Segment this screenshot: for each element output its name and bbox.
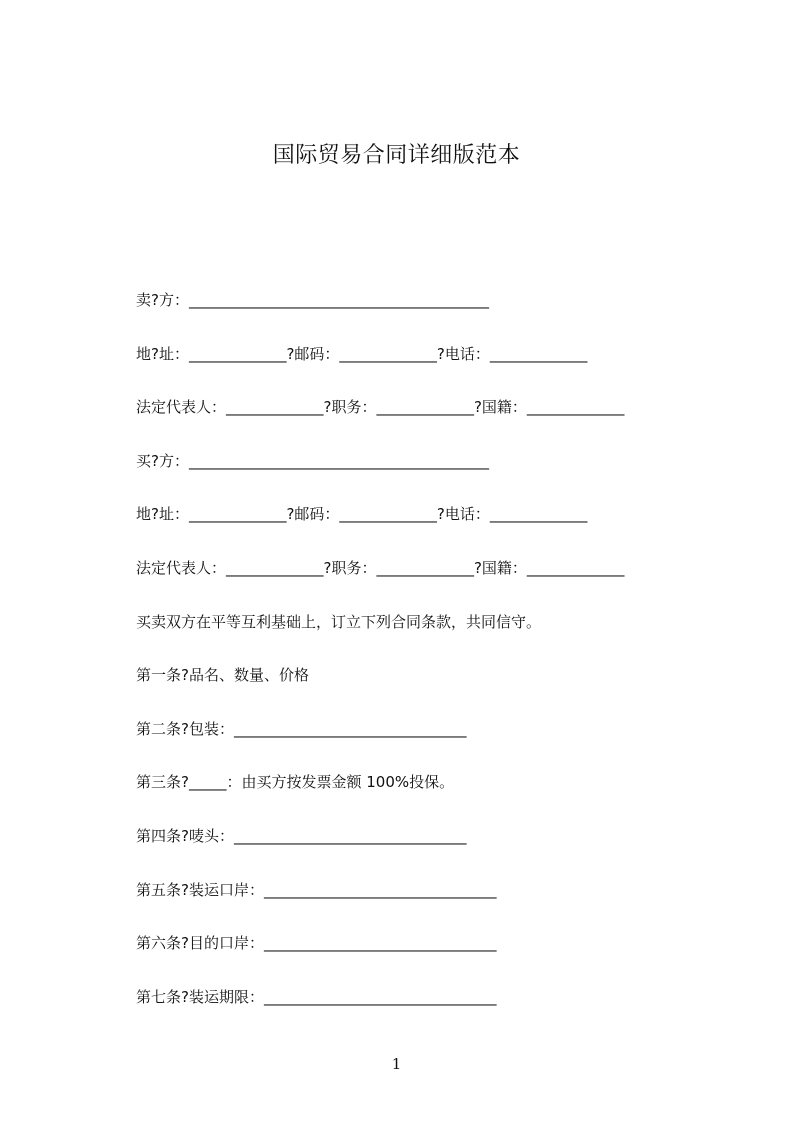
buyer-representative-line: 法定代表人：_____________?职务：_____________?国籍：_____________ [136,558,625,577]
page-number: 1 [391,1055,402,1073]
article-1-line: 第一条?品名、数量、价格 [136,666,309,685]
contract-body [136,288,696,1038]
article-5-line: 第五条?装运口岸：_______________________________ [136,880,497,899]
article-4-line: 第四条?唛头：_______________________________ [136,826,467,845]
buyer-line: 买?方：________________________________________ [136,451,489,470]
preamble-line: 买卖双方在平等互利基础上，订立下列合同条款，共同信守。 [136,612,542,631]
buyer-address-line: 地?址：_____________?邮码：_____________?电话：_____________ [136,505,588,524]
article-7-line: 第七条?装运期限：_______________________________ [136,987,497,1006]
document-title: 国际贸易合同详细版范本 [272,143,521,168]
article-6-line: 第六条?目的口岸：_______________________________ [136,934,497,953]
seller-line: 卖?方：________________________________________ [136,291,489,309]
seller-representative-line: 法定代表人：_____________?职务：_____________?国籍：_____________ [136,398,625,417]
seller-address-line: 地?址：_____________?邮码：_____________?电话：_____________ [136,344,588,363]
article-2-line: 第二条?包装：_______________________________ [136,719,467,738]
article-3-line: 第三条?_____：由买方按发票金额 100%投保。 [136,773,455,792]
